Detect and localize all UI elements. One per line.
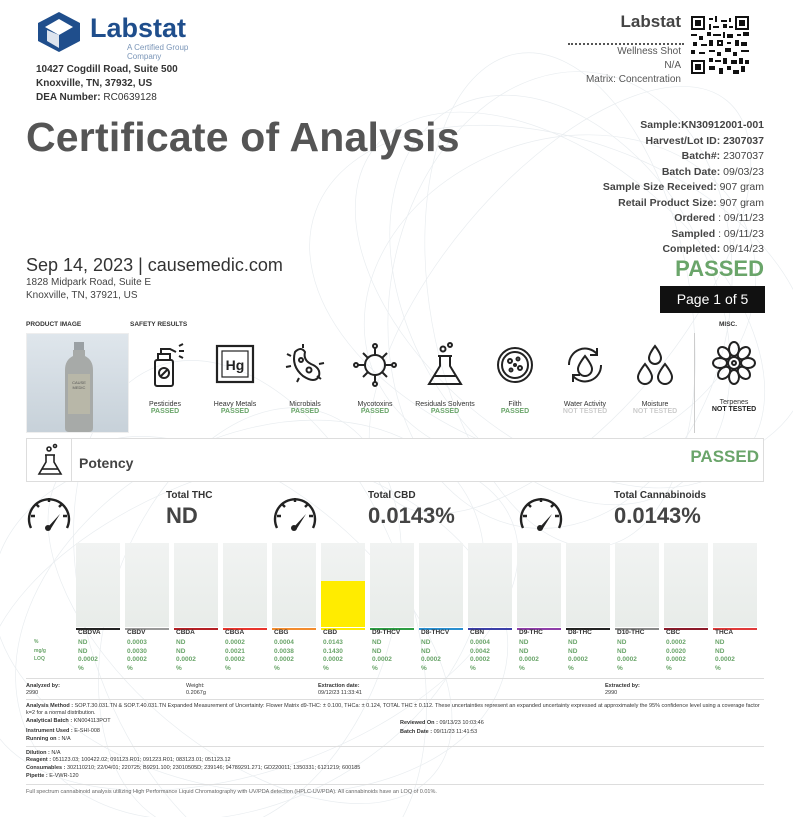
cannabinoid-pct: ND (78, 639, 88, 646)
retail-size-value: 907 gram (719, 196, 764, 209)
cannabinoid-loq: 0.0002 (519, 656, 539, 663)
safety-item-moisture (620, 340, 690, 415)
misc-item-terpenes (698, 338, 770, 413)
cannabinoid-values (421, 639, 441, 673)
harvest-lot: Harvest/Lot ID: 2307037 (645, 134, 764, 147)
extraction-date (318, 683, 362, 697)
total-cbd-label: Total CBD (368, 490, 416, 501)
cannabinoid-loq: 0.0002 (78, 656, 98, 663)
cannabinoid-mgg: 0.0020 (666, 647, 686, 655)
cannabinoid-name: D10-THC (617, 629, 645, 636)
potency-status: PASSED (690, 447, 759, 466)
client-address-2: Knoxville, TN, 37921, US (26, 290, 138, 301)
cannabinoid-pct: ND (372, 639, 382, 646)
cannabinoid-unit: % (78, 664, 84, 672)
safety-name: Moisture (641, 401, 669, 408)
virus-icon (353, 340, 397, 390)
cannabinoid-mgg: ND (176, 647, 186, 655)
flower-icon (712, 338, 756, 388)
cannabinoid-unit: % (176, 664, 182, 672)
misc-name: Terpenes (719, 399, 749, 406)
dea-number (36, 91, 178, 105)
size-received-value: 907 gram (719, 181, 764, 193)
instrument-used (26, 728, 100, 735)
safety-status: PASSED (430, 408, 460, 415)
hg-element-icon (213, 340, 257, 390)
cannabinoid-values (617, 639, 637, 673)
gauge-icon (26, 490, 72, 536)
running-label: Running on : (26, 736, 60, 742)
analytical-batch (26, 718, 111, 725)
client-address-1: 1828 Midpark Road, Suite E (26, 277, 152, 288)
cannabinoid-loq: 0.0002 (176, 656, 196, 663)
cannabinoid-values (568, 639, 588, 673)
sampled-label: Sampled (671, 227, 716, 240)
petri-dish-icon (493, 340, 537, 390)
cannabinoid-name: D9-THC (519, 629, 543, 636)
safety-name: Heavy Metals (213, 401, 257, 408)
cannabinoid-unit: % (372, 664, 378, 672)
weight (186, 683, 206, 697)
consumables (26, 765, 360, 772)
cannabinoid-loq: 0.0002 (372, 656, 392, 663)
misc-label: MISC. (719, 321, 738, 328)
analyzed-by-label: Analyzed by: (26, 683, 60, 689)
cannabinoid-name: CBDA (176, 629, 195, 636)
divider (26, 784, 764, 785)
cannabinoid-name: D8-THCV (421, 629, 450, 636)
review-batch-date-value: 09/11/23 11:41:53 (433, 729, 478, 735)
safety-item-water-activity (550, 340, 620, 415)
safety-status: PASSED (150, 408, 180, 415)
gauge-icon (518, 490, 564, 536)
safety-name: Residuals Solvents (415, 401, 475, 408)
total-cannabinoids (614, 490, 706, 529)
cannabinoid-unit: % (274, 664, 280, 672)
client-info (26, 255, 283, 302)
consumables-label: Consumables : (26, 765, 66, 771)
cannabinoid-bar-d8-thcv (419, 543, 463, 627)
overall-status-badge: PASSED (675, 256, 764, 281)
extraction-date-value: 09/12/23 11:33:41 (318, 690, 362, 696)
reagent-label: Reagent : (26, 757, 52, 763)
ordered-date (603, 211, 764, 227)
cannabinoid-unit: % (323, 664, 329, 672)
ordered-value: : 09/11/23 (718, 212, 764, 224)
cannabinoid-pct: ND (421, 639, 431, 646)
cannabinoid-loq: 0.0002 (127, 656, 147, 663)
ordered-label: Ordered (674, 212, 716, 224)
spray-bottle-icon (143, 340, 187, 390)
misc-status: NOT TESTED (711, 406, 757, 413)
row-label-pct: % (34, 639, 39, 645)
batch-value: 2307037 (723, 150, 764, 162)
svg-text:Hg: Hg (225, 357, 245, 373)
cannabinoid-unit: % (519, 664, 525, 672)
batch-label: Batch#: (681, 150, 721, 162)
safety-item-residual-solvents (410, 340, 480, 415)
cannabinoid-pct: 0.0004 (470, 639, 490, 646)
safety-name: Microbials (289, 401, 321, 408)
lab-address (36, 63, 178, 105)
cannabinoid-mgg: 0.1430 (323, 647, 343, 655)
dea-label: DEA Number: (36, 92, 101, 103)
total-thc-value: ND (166, 503, 198, 528)
cannabinoid-bar-thca (713, 543, 757, 627)
cannabinoid-pct: ND (176, 639, 186, 646)
cannabinoid-unit: % (127, 664, 133, 672)
cannabinoid-pct: 0.0003 (127, 639, 147, 646)
cannabinoid-unit: % (225, 664, 231, 672)
client-headline: Sep 14, 2023 | causemedic.com (26, 255, 283, 275)
water-cycle-icon (563, 340, 607, 390)
cannabinoid-mgg: ND (372, 647, 382, 655)
page-indicator: Page 1 of 5 (660, 286, 765, 313)
cannabinoid-mgg: 0.0030 (127, 647, 147, 655)
total-cbd-value: 0.0143% (368, 503, 455, 528)
total-thc (166, 490, 212, 529)
extracted-by-value: 2990 (605, 690, 618, 696)
method-label: Analysis Method : (26, 703, 74, 709)
retail-size-label: Retail Product Size: (618, 196, 717, 209)
cannabinoid-mgg: 0.0042 (470, 647, 490, 655)
dilution (26, 750, 61, 757)
cannabinoid-pct: 0.0143 (323, 639, 343, 646)
cannabinoid-name: CBD (323, 629, 338, 636)
cannabinoid-name: D8-THC (568, 629, 592, 636)
cannabinoid-values (176, 639, 196, 673)
cannabinoid-loq: 0.0002 (715, 656, 735, 663)
safety-item-heavy-metals (200, 340, 270, 415)
reagent-value: 051123.03; 100422.02; 091123.R01; 091223.R01; 083123.01; 051123.12 (52, 757, 231, 763)
retail-size (603, 196, 764, 212)
labstat-hexagon-icon (36, 11, 82, 53)
logo-subtitle: A Certified Group Company (127, 43, 189, 61)
gauge-icon (272, 490, 318, 536)
cannabinoid-unit: % (666, 664, 672, 672)
product-image (26, 333, 129, 433)
cannabinoid-name: CBN (470, 629, 485, 636)
extracted-by-label: Extracted by: (605, 683, 640, 689)
dea-value: RC0639128 (103, 92, 157, 103)
cannabinoid-pct: ND (568, 639, 578, 646)
cannabinoid-loq: 0.0002 (568, 656, 588, 663)
safety-item-mycotoxins (340, 340, 410, 415)
total-thc-label: Total THC (166, 490, 213, 501)
review-batch-date-label: Batch Date : (400, 729, 433, 735)
dilution-value: N/A (51, 750, 61, 756)
flask-icon (423, 340, 467, 390)
size-received-label: Sample Size Received: (602, 181, 717, 193)
cannabinoid-bar-cbdv (125, 543, 169, 627)
cannabinoid-pct: 0.0002 (225, 639, 245, 646)
cannabinoid-unit: % (470, 664, 476, 672)
divider (26, 699, 764, 700)
safety-status: PASSED (360, 408, 390, 415)
safety-status: NOT TESTED (562, 408, 608, 415)
cannabinoid-pct: 0.0002 (666, 639, 686, 646)
cannabinoid-mgg: 0.0021 (225, 647, 245, 655)
cannabinoid-values (470, 639, 490, 673)
safety-item-filth (480, 340, 550, 415)
total-cbd (368, 490, 455, 529)
review-batch-date (400, 729, 477, 736)
weight-value: 0.2067g (186, 690, 206, 696)
row-label-mgg: mg/g (34, 647, 46, 654)
safety-name: Mycotoxins (357, 401, 393, 408)
droplets-icon (633, 340, 677, 390)
logo-name: Labstat (90, 13, 187, 43)
cannabinoid-mgg: ND (568, 647, 578, 655)
cannabinoid-values (715, 639, 735, 673)
safety-status: NOT TESTED (632, 408, 678, 415)
weight-label: Weight: (186, 683, 205, 689)
cannabinoid-bar-cbga (223, 543, 267, 627)
batch-date (603, 165, 764, 181)
cannabinoid-loq: 0.0002 (421, 656, 441, 663)
safety-item-microbials (270, 340, 340, 415)
extraction-date-label: Extraction date: (318, 683, 360, 689)
cannabinoid-values (519, 639, 539, 673)
running-value: N/A (61, 736, 71, 742)
address-line-1: 10427 Cogdill Road, Suite 500 (36, 64, 178, 75)
product-info (586, 45, 681, 87)
batch-date-label: Batch Date: (661, 165, 721, 178)
cannabinoid-mgg: ND (715, 647, 725, 655)
potency-title: Potency (79, 455, 134, 471)
safety-results-label: SAFETY RESULTS (130, 321, 188, 328)
product-na: N/A (664, 60, 681, 71)
pipette-value: E-VWR-120 (49, 773, 79, 779)
cannabinoid-name: THCA (715, 629, 734, 636)
cannabinoid-bar-d8-thc (566, 543, 610, 627)
consumables-value: 302110210; 22/04/01; 220725; B9291.100; 23010505D; 239146; 94789291.271; GD220011; 1350331; 6121219; 600185 (66, 765, 361, 771)
safety-name: Filth (508, 401, 522, 408)
divider (26, 746, 764, 747)
cannabinoid-mgg: ND (519, 647, 529, 655)
cannabinoid-loq: 0.0002 (225, 656, 245, 663)
method-value: SOP.T.30.031.TN & SOP.T.40.031.TN Expanded Measurement of Uncertainty: Flower Matrix d9-THC: ± 0.100, THCa: ± 0.124, TOTAL THC ± 0.112. These uncertainties represent an expanded uncertainty expressed at approximately the 95% confidence level using a coverage factor k=2 for a normal distribution. (26, 703, 760, 716)
misc-divider (694, 333, 695, 433)
cannabinoid-mgg: ND (421, 647, 431, 655)
cannabinoid-unit: % (421, 664, 427, 672)
cannabinoid-values (666, 639, 686, 673)
sample-size (603, 180, 764, 196)
cannabinoid-loq: 0.0002 (666, 656, 686, 663)
cannabinoid-name: CBGA (225, 629, 245, 636)
safety-status: PASSED (290, 408, 320, 415)
cannabinoid-bar-cbg (272, 543, 316, 627)
page-title: Certificate of Analysis (26, 114, 460, 160)
cannabinoid-bar-cbdva (76, 543, 120, 627)
batch-label: Analytical Batch : (26, 718, 73, 724)
client-brand: Labstat (620, 12, 681, 31)
product-matrix: Matrix: Concentration (585, 74, 681, 85)
cannabinoid-mgg: ND (78, 647, 88, 655)
completed-label: Completed: (662, 243, 721, 255)
cannabinoid-unit: % (715, 664, 721, 672)
analysis-method (26, 703, 764, 717)
cannabinoid-values (323, 639, 343, 673)
reviewed-label: Reviewed On : (400, 720, 438, 726)
cannabinoid-loq: 0.0002 (470, 656, 490, 663)
cannabinoid-pct: ND (617, 639, 627, 646)
cannabinoid-bar-cbda (174, 543, 218, 627)
batch-value: KN004113POT (73, 718, 111, 724)
cannabinoid-values (274, 639, 294, 673)
safety-name: Water Activity (563, 401, 607, 408)
cannabinoid-values (127, 639, 147, 673)
reagent (26, 757, 231, 764)
safety-item-pesticides (130, 340, 200, 415)
cannabinoid-values (372, 639, 392, 673)
total-cannabinoids-label: Total Cannabinoids (614, 490, 707, 501)
reviewed-value: 09/13/23 10:03:46 (439, 720, 484, 726)
completed-value: 09/14/23 (723, 243, 764, 255)
row-label-loq: LOQ (34, 656, 45, 662)
cannabinoid-pct: 0.0004 (274, 639, 294, 646)
sample-id: Sample:KN30912001-001 (640, 119, 764, 131)
cannabinoid-unit: % (568, 664, 574, 672)
cannabinoid-loq: 0.0002 (617, 656, 637, 663)
analyzed-by (26, 683, 60, 697)
batch-date-value: 09/03/23 (723, 165, 764, 178)
qr-code-icon[interactable] (691, 16, 749, 74)
cannabinoid-unit: % (617, 664, 623, 672)
flask-icon (37, 443, 63, 477)
cannabinoid-pct: ND (519, 639, 529, 646)
instrument-label: Instrument Used : (26, 728, 73, 734)
cannabinoid-bar-cbn (468, 543, 512, 627)
safety-status: PASSED (220, 408, 250, 415)
running-on (26, 736, 71, 743)
cannabinoid-table (76, 543, 762, 672)
dilution-label: Dilution : (26, 750, 50, 756)
footer-note: Full spectrum cannabinoid analysis utilizing High Performance Liquid Chromatography with UV/PDA detection (HPLC-UV/PDA). All cannabinoids have an LOQ of 0.01%. (26, 789, 437, 795)
cannabinoid-mgg: ND (617, 647, 627, 655)
cannabinoid-name: CBDV (127, 629, 146, 636)
pipette (26, 773, 79, 780)
labstat-logo (36, 11, 216, 61)
cannabinoid-loq: 0.0002 (274, 656, 294, 663)
cannabinoid-name: CBG (274, 629, 289, 636)
safety-status: PASSED (500, 408, 530, 415)
divider (26, 678, 764, 679)
cannabinoid-bar-cbd (321, 543, 365, 627)
row-labels (34, 638, 46, 664)
sample-info (603, 118, 764, 258)
cannabinoid-name: CBDVA (78, 629, 101, 636)
product-image-label: PRODUCT IMAGE (26, 321, 82, 328)
address-line-2: Knoxville, TN, 37932, US (36, 78, 153, 89)
cannabinoid-name: CBC (666, 629, 681, 636)
svg-text:MEDIC: MEDIC (72, 385, 86, 390)
microbe-icon (283, 340, 327, 390)
instrument-value: E-SHI-008 (74, 728, 100, 734)
product-name: Wellness Shot (617, 46, 681, 57)
bar-fill (321, 581, 365, 627)
sampled-value: : 09/11/23 (718, 227, 764, 240)
cannabinoid-values (78, 639, 98, 673)
cannabinoid-loq: 0.0002 (323, 656, 343, 663)
cannabinoid-mgg: 0.0038 (274, 647, 294, 655)
total-cannabinoids-value: 0.0143% (614, 503, 701, 528)
cannabinoid-bar-d9-thcv (370, 543, 414, 627)
analyzed-by-value: 2990 (26, 690, 39, 696)
safety-results (130, 330, 685, 430)
bottle-image (63, 342, 95, 432)
cannabinoid-bar-cbc (664, 543, 708, 627)
potency-divider (71, 439, 72, 481)
reviewed-on (400, 720, 484, 727)
cannabinoid-bar-d9-thc (517, 543, 561, 627)
batch-number (603, 149, 764, 165)
pipette-label: Pipette : (26, 773, 48, 779)
svg-text:CAUSE: CAUSE (72, 380, 86, 385)
safety-name: Pesticides (149, 401, 181, 408)
sampled-date (603, 227, 764, 243)
cannabinoid-values (225, 639, 245, 673)
cannabinoid-name: D9-THCV (372, 629, 401, 636)
cannabinoid-pct: ND (715, 639, 725, 646)
potency-header (26, 438, 764, 482)
extracted-by (605, 683, 640, 697)
cannabinoid-bar-d10-thc (615, 543, 659, 627)
